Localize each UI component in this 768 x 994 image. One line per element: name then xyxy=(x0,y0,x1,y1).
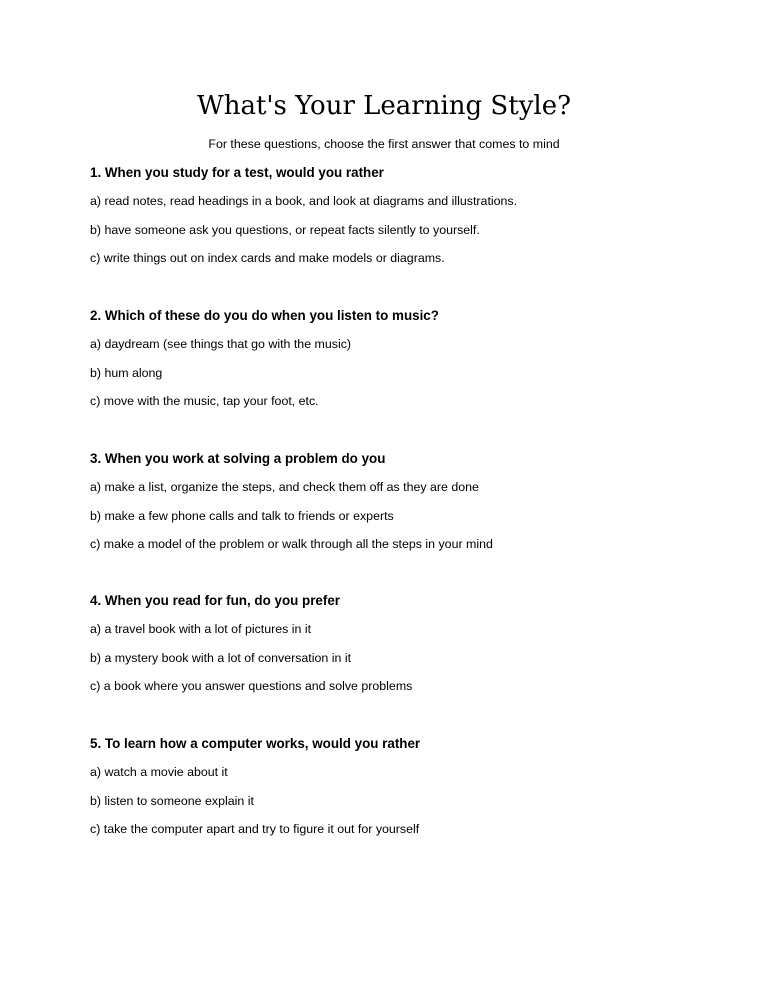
question-3 xyxy=(90,450,728,553)
answer-option-c: c) take the computer apart and try to figure it out for yourself xyxy=(90,822,420,836)
question-1 xyxy=(90,164,728,267)
answer-option-c: c) a book where you answer questions and solve problems xyxy=(90,679,413,693)
question-5 xyxy=(90,735,728,838)
answer-option-b: b) hum along xyxy=(90,365,163,380)
answer-option-a: a) watch a movie about it xyxy=(90,765,228,779)
answer-option-a: a) daydream (see things that go with the music) xyxy=(90,337,352,351)
answer-option-b: b) make a few phone calls and talk to friends or experts xyxy=(90,508,394,523)
answer-option-c: c) move with the music, tap your foot, etc. xyxy=(90,394,319,408)
question-2 xyxy=(90,307,728,410)
question-heading: 1. When you study for a test, would you rather xyxy=(90,165,384,180)
question-heading: 5. To learn how a computer works, would you rather xyxy=(90,736,421,751)
answer-option-c: c) write things out on index cards and make models or diagrams. xyxy=(90,251,445,265)
answer-option-c: c) make a model of the problem or walk through all the steps in your mind xyxy=(90,537,493,551)
answer-option-a: a) read notes, read headings in a book, and look at diagrams and illustrations. xyxy=(90,194,518,208)
question-heading: 2. Which of these do you do when you listen to music? xyxy=(90,308,439,323)
answer-option-b: b) have someone ask you questions, or repeat facts silently to yourself. xyxy=(90,222,480,237)
page-title: What's Your Learning Style? xyxy=(196,91,572,121)
question-heading: 4. When you read for fun, do you prefer xyxy=(90,593,340,608)
answer-option-b: b) listen to someone explain it xyxy=(90,793,254,808)
answer-option-b: b) a mystery book with a lot of conversation in it xyxy=(90,650,352,665)
question-4 xyxy=(90,592,728,695)
answer-option-a: a) a travel book with a lot of pictures in it xyxy=(90,622,312,636)
question-heading: 3. When you work at solving a problem do you xyxy=(90,451,386,466)
page-subtitle: For these questions, choose the first answer that comes to mind xyxy=(208,137,560,151)
answer-option-a: a) make a list, organize the steps, and check them off as they are done xyxy=(90,480,479,494)
